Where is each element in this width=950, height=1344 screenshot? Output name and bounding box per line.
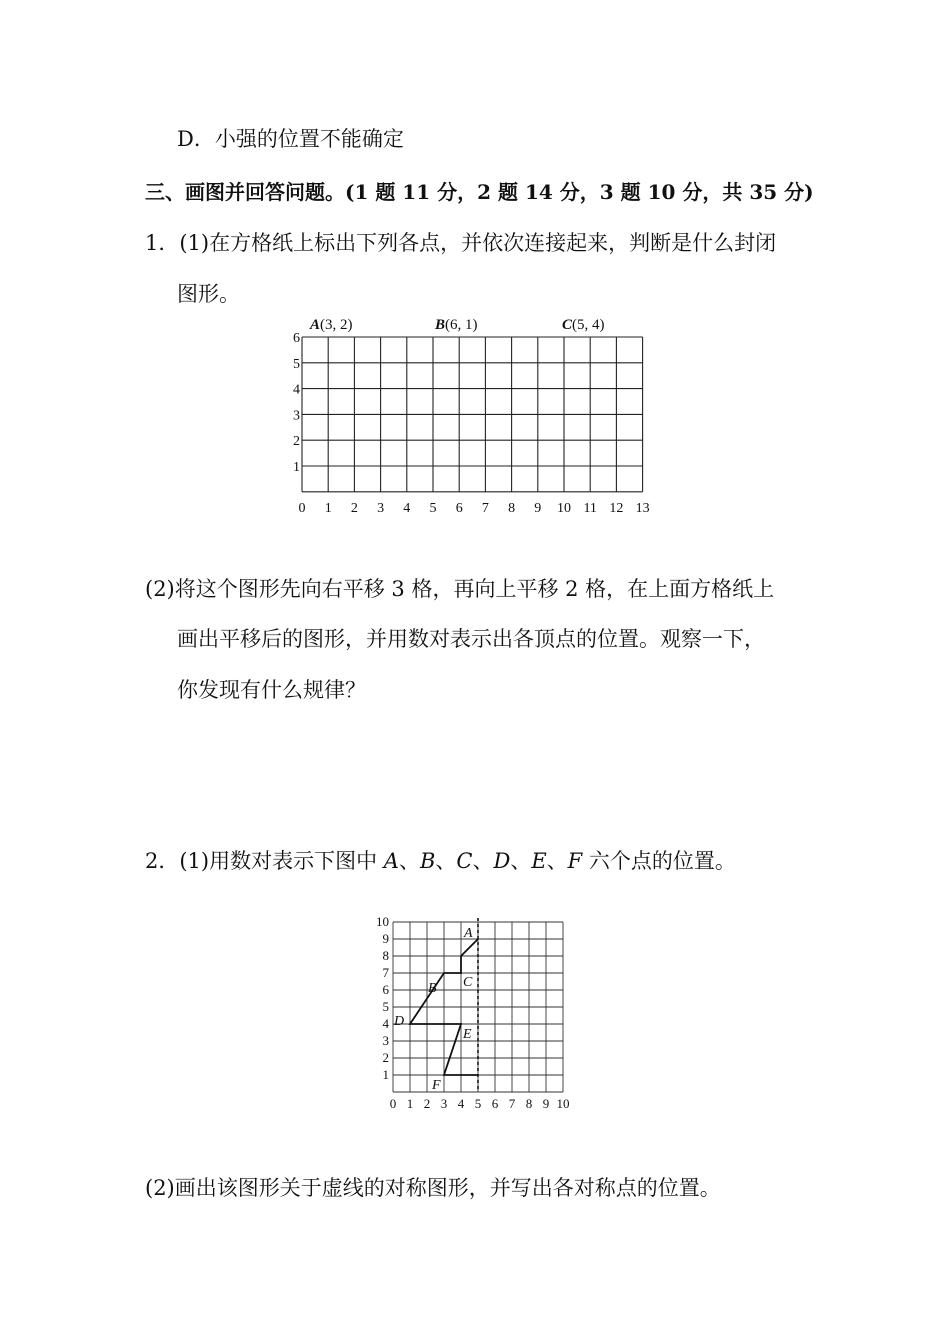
- q2-letter-separator: 、: [510, 849, 532, 873]
- y-tick-label: 6: [382, 982, 389, 997]
- q2-grid: [360, 910, 590, 1115]
- x-tick-label: 11: [583, 500, 597, 516]
- x-tick-label: 5: [474, 1096, 482, 1111]
- point-label-f: F: [432, 1078, 441, 1093]
- x-tick-label: 2: [350, 500, 358, 516]
- x-tick-label: 12: [609, 500, 624, 516]
- x-tick-label: 13: [635, 500, 650, 516]
- point-label-a: A: [464, 926, 473, 941]
- q1-grid: [280, 310, 660, 515]
- y-tick-label: 1: [293, 460, 300, 475]
- x-tick-label: 8: [508, 500, 516, 516]
- x-tick-label: 10: [556, 1096, 570, 1111]
- option-d: D．小强的位置不能确定: [177, 127, 404, 151]
- y-tick-label: 2: [293, 434, 300, 450]
- y-tick-label: 3: [293, 408, 300, 424]
- x-tick-label: 3: [377, 500, 385, 516]
- x-tick-label: 7: [481, 500, 489, 516]
- x-tick-label: 2: [423, 1096, 431, 1111]
- x-tick-label: 5: [429, 500, 437, 516]
- point-label-c: C(5, 4): [562, 317, 605, 333]
- q2-letter-separator: 、: [435, 849, 457, 873]
- x-tick-label: 9: [534, 500, 542, 516]
- x-tick-label: 3: [440, 1096, 448, 1111]
- y-tick-label: 5: [293, 356, 300, 372]
- q2-letter-a: A: [383, 849, 399, 873]
- point-label-b: B(6, 1): [435, 317, 478, 333]
- x-tick-label: 8: [525, 1096, 533, 1111]
- q2-letter-separator: 、: [472, 849, 494, 873]
- q2-letter-f: F: [567, 849, 583, 873]
- point-label-c: C: [463, 975, 473, 990]
- y-tick-label: 5: [382, 999, 389, 1014]
- point-label-e: E: [463, 1027, 472, 1042]
- x-tick-label: 1: [324, 500, 332, 516]
- q2-letter-separator: 、: [398, 849, 420, 873]
- q1-part2-line3: 你发现有什么规律？: [177, 678, 366, 702]
- q2-part1: [145, 847, 736, 875]
- q2-letter-d: D: [493, 849, 511, 873]
- q2-letter-c: C: [456, 849, 473, 873]
- q2-part1-prefix: 2．(1)用数对表示下图中: [145, 849, 384, 873]
- y-tick-label: 2: [382, 1050, 389, 1065]
- q2-letter-b: B: [419, 849, 436, 873]
- q2-point-letters: [384, 849, 582, 873]
- x-tick-label: 4: [457, 1096, 465, 1111]
- q1-part1-line1: 1．(1)在方格纸上标出下列各点，并依次连接起来，判断是什么封闭: [145, 231, 777, 255]
- q2-part2: (2)画出该图形关于虚线的对称图形，并写出各对称点的位置。: [145, 1176, 721, 1200]
- y-tick-label: 3: [382, 1033, 389, 1048]
- y-tick-label: 4: [382, 1016, 389, 1031]
- x-tick-label: 6: [455, 500, 463, 516]
- q1-part2-line1: (2)将这个图形先向右平移 3 格，再向上平移 2 格，在上面方格纸上: [145, 577, 775, 601]
- y-tick-label: 10: [376, 914, 389, 929]
- x-tick-label: 0: [389, 1096, 397, 1111]
- x-tick-label: 4: [403, 500, 411, 516]
- q2-letter-separator: 、: [546, 849, 568, 873]
- x-tick-label: 6: [491, 1096, 499, 1111]
- q1-part1-line2: 图形。: [177, 282, 240, 306]
- q2-letter-e: E: [531, 849, 547, 873]
- y-tick-label: 6: [293, 331, 300, 346]
- point-label-a: A(3, 2): [310, 317, 353, 333]
- point-label-d: D: [394, 1014, 405, 1029]
- y-tick-label: 1: [382, 1067, 389, 1082]
- section-heading: 三、画图并回答问题。(1 题 11 分，2 题 14 分，3 题 10 分，共 35 分): [145, 180, 814, 204]
- point-label-b: B: [428, 981, 437, 996]
- x-tick-label: 10: [557, 500, 571, 516]
- y-tick-label: 7: [382, 965, 389, 980]
- x-tick-label: 9: [542, 1096, 550, 1111]
- y-tick-label: 4: [293, 382, 300, 398]
- q2-part1-suffix: 六个点的位置。: [582, 849, 736, 873]
- x-tick-label: 7: [508, 1096, 516, 1111]
- y-tick-label: 8: [382, 948, 389, 963]
- y-tick-label: 9: [382, 931, 389, 946]
- q1-part2-line2: 画出平移后的图形，并用数对表示出各顶点的位置。观察一下，: [177, 627, 765, 651]
- x-tick-label: 0: [298, 500, 306, 516]
- x-tick-label: 1: [406, 1096, 414, 1111]
